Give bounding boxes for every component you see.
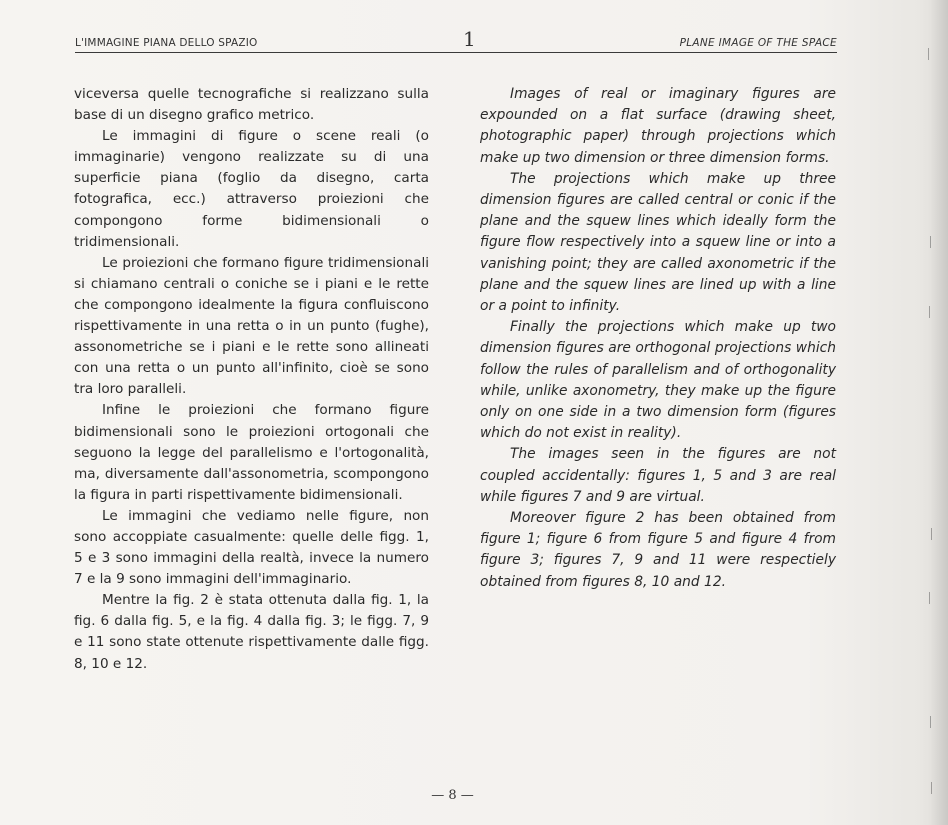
header-english-title: PLANE IMAGE OF THE SPACE	[679, 37, 837, 49]
margin-mark	[929, 306, 936, 318]
margin-mark	[931, 528, 938, 540]
running-header	[75, 28, 837, 53]
paragraph: Mentre la fig. 2 è stata ottenuta dalla fig. 1, la fig. 6 dalla fig. 5, e la fig. 4 dalla fig. 3; le figg. 7, 9 e 11 sono state ottenute rispettivamente dalle figg. 8, 10 e 12.	[74, 592, 429, 672]
header-italian-title: L'IMMAGINE PIANA DELLO SPAZIO	[75, 37, 258, 49]
margin-mark	[928, 48, 935, 60]
paragraph: Infine le proiezioni che formano figure bidimensionali sono le proiezioni ortogonali che seguono la legge del parallelismo e l'ortogonalità, ma, diversamente dall'assonometria, scompongono la figura in parti rispettivamente bidimensionali.	[74, 402, 429, 503]
chapter-number: 1	[463, 27, 476, 51]
margin-mark	[929, 592, 936, 604]
paragraph: Moreover figure 2 has been obtained from figure 1; figure 6 from figure 5 and figure 4 from figure 3; figures 7, 9 and 11 were respectiely obtained from figures 8, 10 and 12.	[480, 510, 836, 590]
paragraph: Le immagini di figure o scene reali (o immaginarie) vengono realizzate su di una superficie piana (foglio da disegno, carta fotografica, ecc.) attraverso proiezioni che compongono forme bidimensionali o tridimensionali.	[74, 128, 429, 250]
english-text-column	[480, 84, 836, 593]
page-number: — 8 —	[431, 788, 474, 803]
paragraph: Finally the projections which make up two dimension figures are orthogonal projections which follow the rules of parallelism and of orthogonality while, unlike axonometry, they make up the figure only on one side in a two dimension form (figures which do not exist in reality).	[480, 319, 836, 442]
paragraph: viceversa quelle tecnografiche si realizzano sulla base di un disegno grafico metrico.	[74, 86, 429, 124]
paragraph: The projections which make up three dimension figures are called central or conic if the plane and the squew lines which ideally form the figure flow respectively into a squew line or into a vanishing point; they are called axonometric if the plane and the squew lines are lined up with a line or a point to infinity.	[480, 170, 836, 315]
paragraph: Le immagini che vediamo nelle figure, non sono accoppiate casualmente: quelle delle figg. 1, 5 e 3 sono immagini della realtà, invece la numero 7 e la 9 sono immagini dell'immaginario.	[74, 507, 429, 588]
margin-mark	[930, 236, 937, 248]
page-edge-shadow	[930, 0, 948, 825]
margin-mark	[931, 782, 938, 794]
paragraph: Images of real or imaginary figures are expounded on a flat surface (drawing sheet, photographic paper) through projections which make up two dimension or three dimension forms.	[480, 86, 836, 166]
paragraph: Le proiezioni che formano figure tridimensionali si chiamano centrali o coniche se i piani e le rette che compongono idealmente la figura confluiscono rispettivamente in una retta o in un punto (fughe), assonometriche se i piani e le rette sono allineati con una retta o un punto all'infinito, cioè se sono tra loro paralleli.	[74, 254, 429, 398]
italian-text-column	[74, 84, 429, 675]
paragraph: The images seen in the figures are not coupled accidentally: figures 1, 5 and 3 are real while figures 7 and 9 are virtual.	[480, 446, 836, 505]
margin-mark	[930, 716, 937, 728]
